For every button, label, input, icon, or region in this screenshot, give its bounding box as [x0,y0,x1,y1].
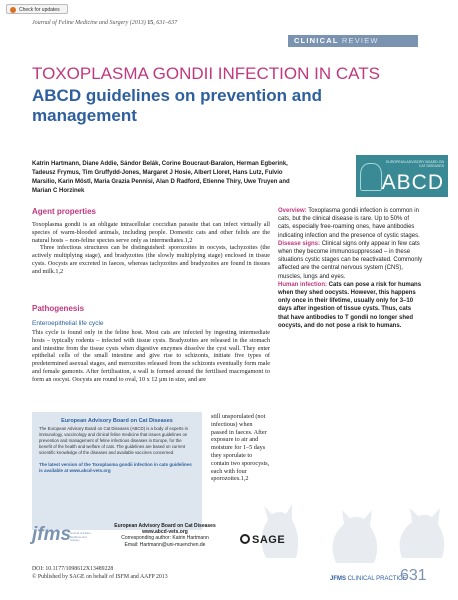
doi-block: DOI: 10.1177/1098612X13489228 © Published by SAGE on behalf of ISFM and AAFP 2013 [32,566,168,580]
footer-journal-name: JFMS CLINICAL PRACTICE [330,576,407,582]
abcd-info-box: European Advisory Board on Cat Diseases The European Advisory Board on Cat Diseases (ABCD) is a body of experts in immunology, vaccinology and clinical feline medicine that issues guidelines on prevention and management of feline infectious diseases in Europe, for the benefit of the health and welfare of cats. The guidelines are based on current scientific knowledge of the diseases and available vaccines concerned. The latest version of the Toxoplasma gondii infection in cats guidelines is available at www.abcd-vets.org [32,412,202,530]
enteroepithelial-subheading: Enteroepithelial life cycle [32,320,104,327]
author-list: Katrin Hartmann, Diane Addie, Sándor Belák, Corine Boucraut-Baralon, Herman Egberink, Tadeusz Frymus, Tim Gruffydd-Jones, Margaret J Hosie, Albert Lloret, Hans Lutz, Fulvio Marsilio, Karin Möstl, Maria Grazia Pennisi, Alan D Radford, Etienne Thiry, Uwe Truyen and Marian C Horzinek [32,161,290,194]
cat-outline-icon [360,163,382,191]
abcd-logo: EUROPEAN ADVISORY BOARD ON CAT DISEASES ABCD [356,155,448,197]
journal-citation: Journal of Feline Medicine and Surgery (2013) 15, 631–637 [32,20,178,26]
section-label: CLINICAL REVIEW [288,35,418,47]
sage-circle-icon [240,534,250,544]
check-for-updates-badge[interactable]: Check for updates [6,4,68,14]
agent-properties-text: Toxoplasma gondii is an obligate intracellular coccidian parasite that can infect virtually all species of warm-blooded animals, including people. Domestic cats and other felids are the natural hosts – non-feline species serve only as intermediates.1,2 Three infectious structures can be distinguished: sporozoites in oocysts, tachyzoites (the actively multiplying stage), and bradyzoites (the slowly multiplying stage) enclosed in tissue cysts. Oocysts are excreted in faeces, whereas tachyzoites and bradyzoites are found in tissues and milk.1,2 [32,221,270,275]
cat-silhouette-icon [261,504,444,563]
overview-sidebar [278,207,423,330]
agent-properties-heading: Agent properties [32,207,97,216]
enteroepithelial-text: This cycle is found only in the feline host. Most cats are infected by ingesting intermediate hosts – typically rodents – infected with tissue cysts. Bradyzoites are released in the stomach and intestine from the tissue cysts when digestive enzymes dissolve the cyst wall. They enter epithelial cells of the small intestine and give rise to schizonts, initiate five types of predetermined asexual stages, and merozoites released from the schizonts eventually form male and female gamonts. After fertilisation, a wall is formed around the fertilised macrogamont to form an oocyst. Oocysts are round to oval, 10 x 12 µm in size, and are [32,329,270,383]
cat-silhouettes-decoration [226,458,458,568]
jfms-logo: jfms Journal of Feline Medicine and Surgery [32,524,91,545]
overview-paragraph: Overview: Toxoplasma gondii infection is common in cats, but the clinical disease is rare. Up to 50% of cats, especially free-roaming ones, have antibodies indicating infection and the presence of cystic stages. [278,208,420,239]
abcd-website-link[interactable]: www.abcd-vets.org [142,529,188,536]
article-title: TOXOPLASMA GONDII INFECTION IN CATS [32,64,380,83]
author-email-link[interactable]: Email: Hartmann@uni-muenchen.de [124,541,206,548]
abcd-contact-block: European Advisory Board on Cat Diseases www.abcd-vets.org Corresponding author: Katrin Hartmann Email: Hartmann@uni-muenchen.de [105,523,225,548]
enteroepithelial-text-continued: still unsporulated (not infectious) when passed in faeces. After exposure to air and moisture for 1–5 days they sporulate to contain two sporocysts, each with four sporozoites.1,2 [211,413,270,483]
pathogenesis-heading: Pathogenesis [32,304,85,313]
article-subtitle: ABCD guidelines on prevention and management [32,86,322,125]
sage-logo: SAGE [240,534,285,546]
human-infection-paragraph: Human infection: Cats can pose a risk for humans when they shed oocysts. However, this happens only once in their lifetime, usually only for 3–10 days after ingestion of tissue cysts. Thus, cats that have antibodies to T gondii no longer shed oocysts, and do not pose a risk to humans. [278,281,422,329]
disease-signs-paragraph: Disease signs: Clinical signs only appear in few cats when they become immunosuppressed – in these situations cystic stages can be reactivated. Commonly affected are the central nervous system (CNS), muscles, lungs and eyes. [278,240,423,280]
update-icon [10,7,16,13]
doi-link[interactable]: DOI: 10.1177/1098612X13489228 [32,566,114,572]
page-number: 631 [400,567,427,584]
